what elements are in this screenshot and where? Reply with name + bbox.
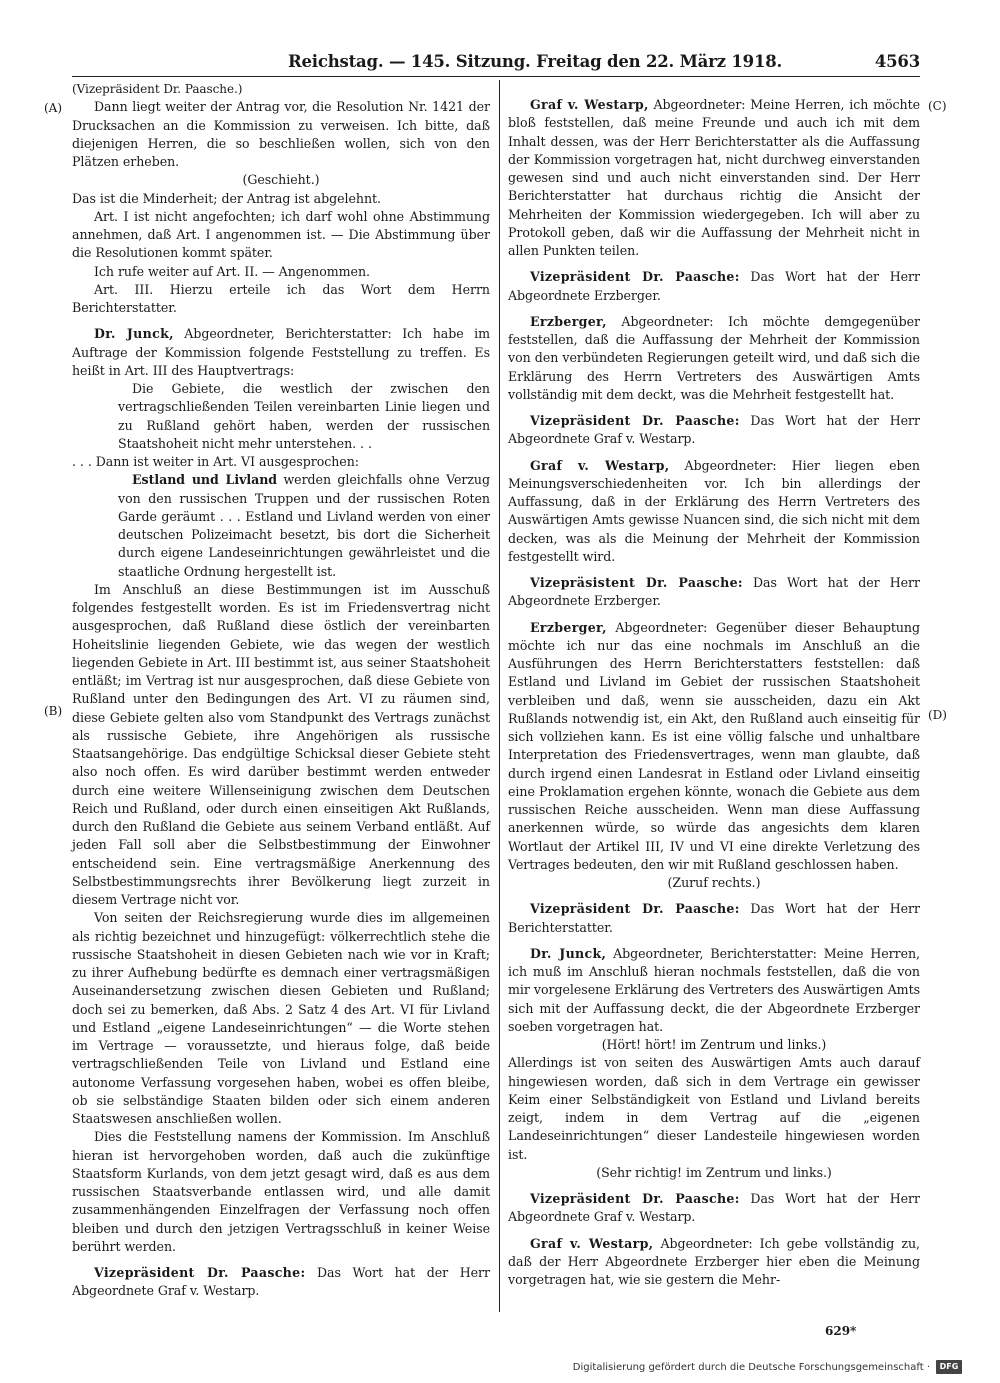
margin-marker-a: (A) [44,101,63,115]
margin-marker-d: (D) [928,708,947,722]
left-paragraph [72,263,490,281]
right-paragraph [508,457,920,567]
paragraph-text: Art. III. Hierzu erteile ich das Wort dem Herrn Berichterstatter. [72,281,490,315]
paragraph-text: (Sehr richtig! im Zentrum und links.) [596,1164,832,1180]
paragraph-text: Abgeordneter, Berichterstatter: Ich habe im Auftrage der Kommission folgende Feststellung zu treffen. Es heißt in Art. III des Hauptvertrags: [72,326,491,378]
paragraph-text: Ich rufe weiter auf Art. II. — Angenommen. [94,263,370,279]
speaker-name: Vizepräsident Dr. Paasche: [530,1191,740,1206]
speaker-name: Vizepräsistent Dr. Paasche: [530,575,743,590]
paragraph-text: Von seiten der Reichsregierung wurde dies im allgemeinen als richtig bezeichnet und hinzugefügt: völkerrechtlich stehe die russische Staatshoheit in diesen Gebieten nach wie vor in Kraft; zu ihrer Aufhebung bedürfte es demnach einer vertragsmäßigen Auseinandersetzung zwischen diesen Gebieten und Rußland; doch sei zu bemerken, daß Abs. 2 Satz 4 des Art. VI für Livland und Estland „eigene Landeseinrichtungen“ — die Worte stehen im Vertrage — voraussetzte, und hieraus folge, daß beide vertragschließenden Teile von Livland und Estland eine autonome Verfassung vorgesehen haben, wobei es offen bleibe, ob sie selbständige Staaten bilden oder sich einem anderen Staatswesen anschließen wollen. [72,910,490,1126]
speaker-name: Erzberger, [530,313,607,329]
speaker-name: Vizepräsident Dr. Paasche: [530,413,740,428]
speaker-name: Vizepräsident Dr. Paasche: [530,269,740,285]
signature-mark: 629* [825,1324,857,1338]
paragraph-text: Abgeordneter, Berichterstatter: Meine Herren, ich muß im Anschluß hieran nochmals feststellen, daß die von mir vorgelesene Erklärung des Vertreters des Auswärtigen Amts sich mit der Auffassung deckt, die der Abgeordnete Erzberger soeben vorgetragen hat. [508,945,921,1034]
paragraph-text: Das Wort hat der Herr Abgeordnete Graf v. Westarp. [508,413,920,447]
right-paragraph [508,874,920,892]
speaker-name: Erzberger, [530,619,607,635]
paragraph-text: Das Wort hat der Herr Abgeordnete Erzberger. [508,575,920,609]
left-paragraph [72,171,490,189]
emphasis-text: Estland und Livland [132,472,278,488]
digitization-credit [573,1360,962,1374]
right-paragraph [508,900,920,937]
right-paragraph [508,574,920,611]
speaker-name: Dr. Junck, [94,326,174,342]
paragraph-text: Dann liegt weiter der Antrag vor, die Resolution Nr. 1421 der Drucksachen an die Kommission zu verweisen. Ich bitte, daß diejenigen Herren, die so beschließen wollen, sich von den Plätzen erheben. [72,99,490,169]
right-paragraph [508,1190,920,1227]
paragraph-text: Abgeordneter: Meine Herren, ich möchte bloß feststellen, daß meine Freunde und auch ich mit dem Inhalt dessen, was der Herr Berichterstatter als die Auffassung der Kommission vorgetragen hat, nicht durchweg einverstanden gewesen sind und auch nicht einverstanden sind. Der Herr Berichterstatter hat durchaus richtig die Ansicht der Mehrheiten der Kommission wiedergegeben. Ich will aber zu Protokoll geben, daß wir die Auffassung der Mehrheit nicht in allen Punkten teilen. [508,97,920,258]
paragraph-text: Die Gebiete, die westlich der zwischen den vertragschließenden Teilen vereinbarten Linie liegen und zu Rußland gehört haben, werden der russischen Staatshoheit nicht mehr unterstehen. . . [118,381,490,451]
paragraph-text: (Hört! hört! im Zentrum und links.) [601,1037,827,1052]
paragraph-text: Das Wort hat der Herr Abgeordnete Erzberger. [508,269,920,303]
column-divider [499,80,500,1312]
paragraph-text: Im Anschluß an diese Bestimmungen ist im Ausschuß folgendes festgestellt worden. Es ist im Friedensvertrag nicht ausgesprochen, daß Rußland diese östlich der vereinbarten Hoheitslinie liegenden Gebiete, wie das wegen der westlich liegenden Gebiete in Art. III bestimmt ist, aus seiner Staatshoheit entläßt; im Vertrag ist nur ausgesprochen, daß diese Gebiete von Rußland unter den Bedingungen des Art. VI zu räumen sind, diese Gebiete gelten also vom Standpunkt des Vertrags zunächst als russische Gebiete, ihre Angehörigen als russische Staatsangehörige. Das endgültige Schicksal dieser Gebiete steht also noch offen. Es wird darüber bestimmt werden entweder durch eine weitere Willenseinigung zwischen dem Deutschen Reich und Rußland, oder durch einen einseitigen Akt Rußlands, durch den Rußland die Gebiete aus seinem Verband entläßt. Auf jeden Fall soll aber die Selbstbestimmung der Einwohner entscheidend sein. Eine vertragsmäßige Anerkennung des Selbstbestimmungsrechts ihrer Bevölkerung liegt zurzeit in diesem Vertrage nicht vor. [72,581,491,907]
right-paragraph [508,268,920,305]
left-paragraph [72,190,490,208]
paragraph-text: Das Wort hat der Herr Abgeordnete Graf v. Westarp. [508,1191,920,1225]
left-paragraph [72,98,490,171]
paragraph-text: Abgeordneter: Ich möchte demgegenüber feststellen, daß die Auffassung der Mehrheit der Kommission von den verbündeten Regierungen geteilt wird, und daß sich die Erklärung des Herrn Vertreters des Auswärtigen Amts vollständig mit dem deckt, was die Mehrheit festgestellt hat. [508,313,920,402]
paragraph-text: Das ist die Minderheit; der Antrag ist abgelehnt. [72,190,381,206]
left-paragraph [72,1264,490,1301]
paragraph-text: werden gleichfalls ohne Verzug von den russischen Truppen und der russischen Roten Garde geräumt . . . Estland und Livland werden von einer deutschen Polizeimacht besetzt, bis dort die Sicherheit durch eigene Landeseinrichtungen gewährleistet und die staatliche Ordnung hergestellt ist. [118,472,490,579]
speaker-name: Vizepräsident Dr. Paasche: [530,901,740,917]
paragraph-text: Abgeordneter: Ich gebe vollständig zu, daß der Herr Abgeordnete Erzberger hier eben die Meinung vorgetragen hat, wie sie gestern die Mehr- [508,1235,920,1287]
left-column [72,80,490,1301]
left-paragraph [72,471,490,581]
left-paragraph [72,325,490,380]
left-paragraph [72,581,490,910]
speaker-name: Graf v. Westarp, [530,457,670,473]
right-column [508,96,920,1289]
paragraph-text: Dies die Feststellung namens der Kommission. Im Anschluß hieran ist hervorgehoben worden, daß auch die zukünftige Staatsform Kurlands, von dem jetzt gesagt wird, daß es aus dem russischen Staatsverbande entlassen wird, und alle damit zusammenhängenden Einzelfragen der Verfassung noch offen bleiben und durch den jetzigen Vertragsschluß in keiner Weise berührt werden. [72,1129,490,1254]
paragraph-text: Das Wort hat der Herr Abgeordnete Graf v. Westarp. [72,1265,490,1299]
paragraph-text: (Vizepräsident Dr. Paasche.) [72,82,243,96]
right-paragraph [508,1164,920,1182]
header-title: Reichstag. — 145. Sitzung. Freitag den 22. März 1918. [288,52,783,71]
right-paragraph [508,1235,920,1290]
left-paragraph [72,208,490,263]
left-paragraph [72,453,490,471]
left-paragraph [72,909,490,1128]
right-paragraph [508,619,920,875]
speaker-name: Vizepräsident Dr. Paasche: [94,1265,306,1280]
paragraph-text: Abgeordneter: Gegenüber dieser Behauptung möchte ich nur das eine nochmals im Anschluß an die Ausführungen des Herrn Berichterstatters feststellen: daß Estland und Livland im Gebiet der russischen Staatshoheit verbleiben und daß, wenn sie ausscheiden, dazu ein Akt Rußlands notwendig ist, ein Akt, den Rußland auch einseitig für sich vollziehen kann. Es ist eine völlig falsche und unhaltbare Interpretation des Friedensvertrages, wenn man glaubte, daß durch irgend einen Landesrat in Estland oder Livland einseitig eine Proklamation ergehen könnte, wonach die Gebiete aus dem russischen Reiche ausscheiden. Wenn man diese Auffassung anerkennen würde, so würde das angesichts dem klaren Wortlaut der Artikel III, IV und VI eine direkte Verletzung des Vertrages bedeuten, den wir mit Rußland geschlossen haben. [508,619,920,872]
page-header [288,52,920,76]
left-paragraph [72,281,490,318]
right-paragraph [508,412,920,449]
paragraph-text: Art. I ist nicht angefochten; ich darf wohl ohne Abstimmung annehmen, daß Art. I angenommen ist. — Die Abstimmung über die Resolutionen kommt später. [72,208,490,261]
left-paragraph [72,380,490,453]
margin-marker-c: (C) [928,99,947,113]
right-paragraph [508,1054,920,1164]
left-paragraph [72,80,490,98]
dfg-logo-icon: DFG [936,1360,962,1374]
left-paragraph [72,1128,490,1256]
credit-text: Digitalisierung gefördert durch die Deutsche Forschungsgemeinschaft · [572,1361,930,1373]
paragraph-text: Abgeordneter: Hier liegen eben Meinungsverschiedenheiten vor. Ich bin allerdings der Auffassung, daß in der Erklärung des Herrn Vertreters des Auswärtigen Amts gewisse Nuancen sind, die sich nicht mit dem decken, was als die Meinung der Mehrheit der Kommission festgestellt wird. [508,457,920,564]
paragraph-text: Allerdings ist von seiten des Auswärtigen Amts auch darauf hingewiesen worden, daß sich in dem Vertrage ein gewisser Keim einer Selbständigkeit von Estland und Livland bereits zeigt, indem in dem Vertrag auf die „eigenen Landeseinrichtungen“ dieser Landesteile hingewiesen worden ist. [508,1055,920,1162]
header-rule [72,76,920,77]
right-paragraph [508,313,920,404]
quote-lead: . . . Dann ist weiter in Art. VI ausgesprochen: [72,454,359,469]
margin-marker-b: (B) [44,704,63,718]
paragraph-text: (Geschieht.) [242,172,320,188]
paragraph-text: (Zuruf rechts.) [667,875,761,890]
right-paragraph [508,945,920,1036]
page-number: 4563 [874,52,920,71]
speaker-name: Graf v. Westarp, [530,1235,654,1251]
speaker-name: Graf v. Westarp, [530,97,649,112]
right-paragraph [508,96,920,260]
right-paragraph [508,1036,920,1054]
speaker-name: Dr. Junck, [530,945,607,961]
paragraph-text: Das Wort hat der Herr Berichterstatter. [508,901,920,935]
